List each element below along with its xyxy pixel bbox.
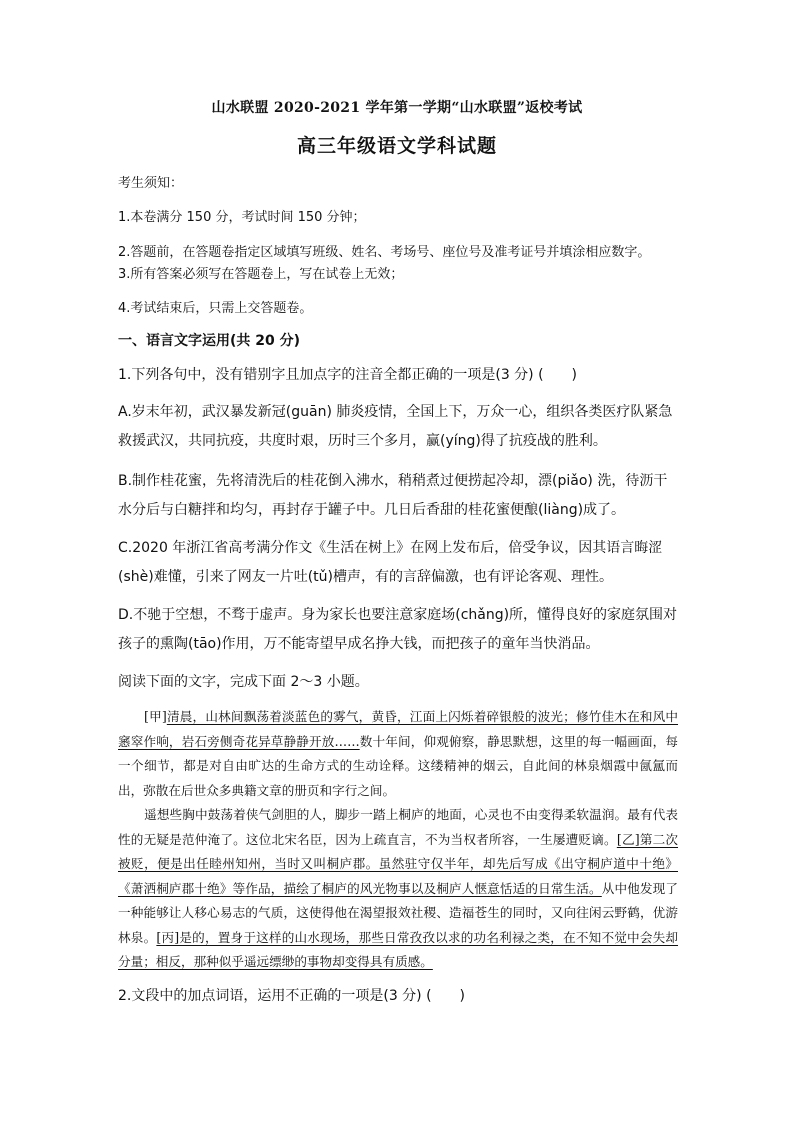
passage-paragraph-1 xyxy=(118,705,678,803)
notice-item-3: 3.所有答案必须写在答题卷上，写在试卷上无效； xyxy=(118,267,404,282)
question-1-stem: 1.下列各句中，没有错别字且加点字的注音全都正确的一项是(3 分) ( ) xyxy=(118,367,578,383)
notice-item-1: 1.本卷满分 150 分，考试时间 150 分钟； xyxy=(118,210,366,225)
question-1-option-c: C.2020 年浙江省高考满分作文《生活在树上》在网上发布后，倍受争议，因其语言晦涩(shè)难懂，引来了网友一片吐(tǔ)槽声，有的言辞偏激，也有评论客观、理性。 xyxy=(118,540,663,585)
question-1-option-d: D.不驰于空想，不骛于虚声。身为家长也要注意家庭场(chǎng)所，懂得良好的家庭氛围对孩子的熏陶(tāo)作用，万不能寄望早成名挣大钱，而把孩子的童年当快消品。 xyxy=(118,607,678,652)
school-line: 山水联盟 2020-2021 学年第一学期“山水联盟”返校考试 xyxy=(211,100,583,116)
passage-text: 数十年间，仰观俯察，静思默想，这里的每一幅画面，每一个细节，都是对自由旷达的生命方式的生动诠释。这缕精神的烟云，自此间的林泉烟霞中氤氲而出，弥散在后世众多典籍文章的册页和字行之间。 xyxy=(118,733,679,798)
underlined-sentence-yi: [乙]第二次被贬，便是出任睦州知州，当时又叫桐庐郡。虽然驻守仅半年，却先后写成《出守桐庐道中十绝》《萧洒桐庐郡十绝》等作品，描绘了桐庐的风光物事以及桐庐人惬意恬适的日常生活。 xyxy=(118,831,679,896)
underlined-sentence-bing: [丙]是的，置身于这样的山水现场，那些日常孜孜以求的功名利禄之类，在不知不觉中会失却分量；相反，那种似乎遥远缥缈的事物却变得具有质感。 xyxy=(118,929,679,969)
underlined-sentence-jia: 清晨，山林间飘荡着淡蓝色的雾气，黄昏，江面上闪烁着碎银般的波光；修竹佳木在和风中窸窣作响，岩石旁侧奇花异草静静开放…… xyxy=(118,709,679,749)
reading-instruction: 阅读下面的文字，完成下面 2～3 小题。 xyxy=(118,674,369,690)
question-2-stem: 2.文段中的加点词语，运用不正确的一项是(3 分) ( ) xyxy=(118,988,466,1004)
question-1-option-a: A.岁末年初，武汉暴发新冠(guān) 肺炎疫情，全国上下，万众一心，组织各类医疗队紧急救援武汉，共同抗疫，共度时艰，历时三个多月，赢(yíng)得了抗疫战的胜利。 xyxy=(118,404,673,449)
section-heading: 一、语言文字运用(共 20 分) xyxy=(118,333,301,349)
passage-text: 遥想些胸中鼓荡着侠气剑胆的人，脚步一踏上桐庐的地面，心灵也不由变得柔软温润。最有代表性的无疑是范仲淹了。这位北宋名臣，因为上疏直言，不为当权者所容，一生屡遭贬谪。 xyxy=(118,807,678,847)
notice-item-2: 2.答题前，在答题卷指定区域填写班级、姓名、考场号、座位号及准考证号并填涂相应数字。 xyxy=(118,245,651,260)
marker-jia: [甲] xyxy=(144,709,167,724)
notice-heading: 考生须知： xyxy=(118,176,184,191)
page-title: 高三年级语文学科试题 xyxy=(296,135,497,157)
notice-item-4: 4.考试结束后，只需上交答题卷。 xyxy=(118,301,313,316)
passage-paragraph-2 xyxy=(118,803,678,975)
passage-text: 从中他发现了一种能够让人移心易志的气质，这使得他在渴望报效社稷、造福苍生的同时，又向往闲云野鹤，优游林泉。 xyxy=(118,880,679,945)
question-1-option-b: B.制作桂花蜜，先将清洗后的桂花倒入沸水，稍稍煮过便捞起冷却，漂(piǎo) 洗，待沥干水分后与白糖拌和均匀，再封存于罐子中。几日后香甜的桂花蜜便酿(liàng)成了。 xyxy=(118,473,668,518)
